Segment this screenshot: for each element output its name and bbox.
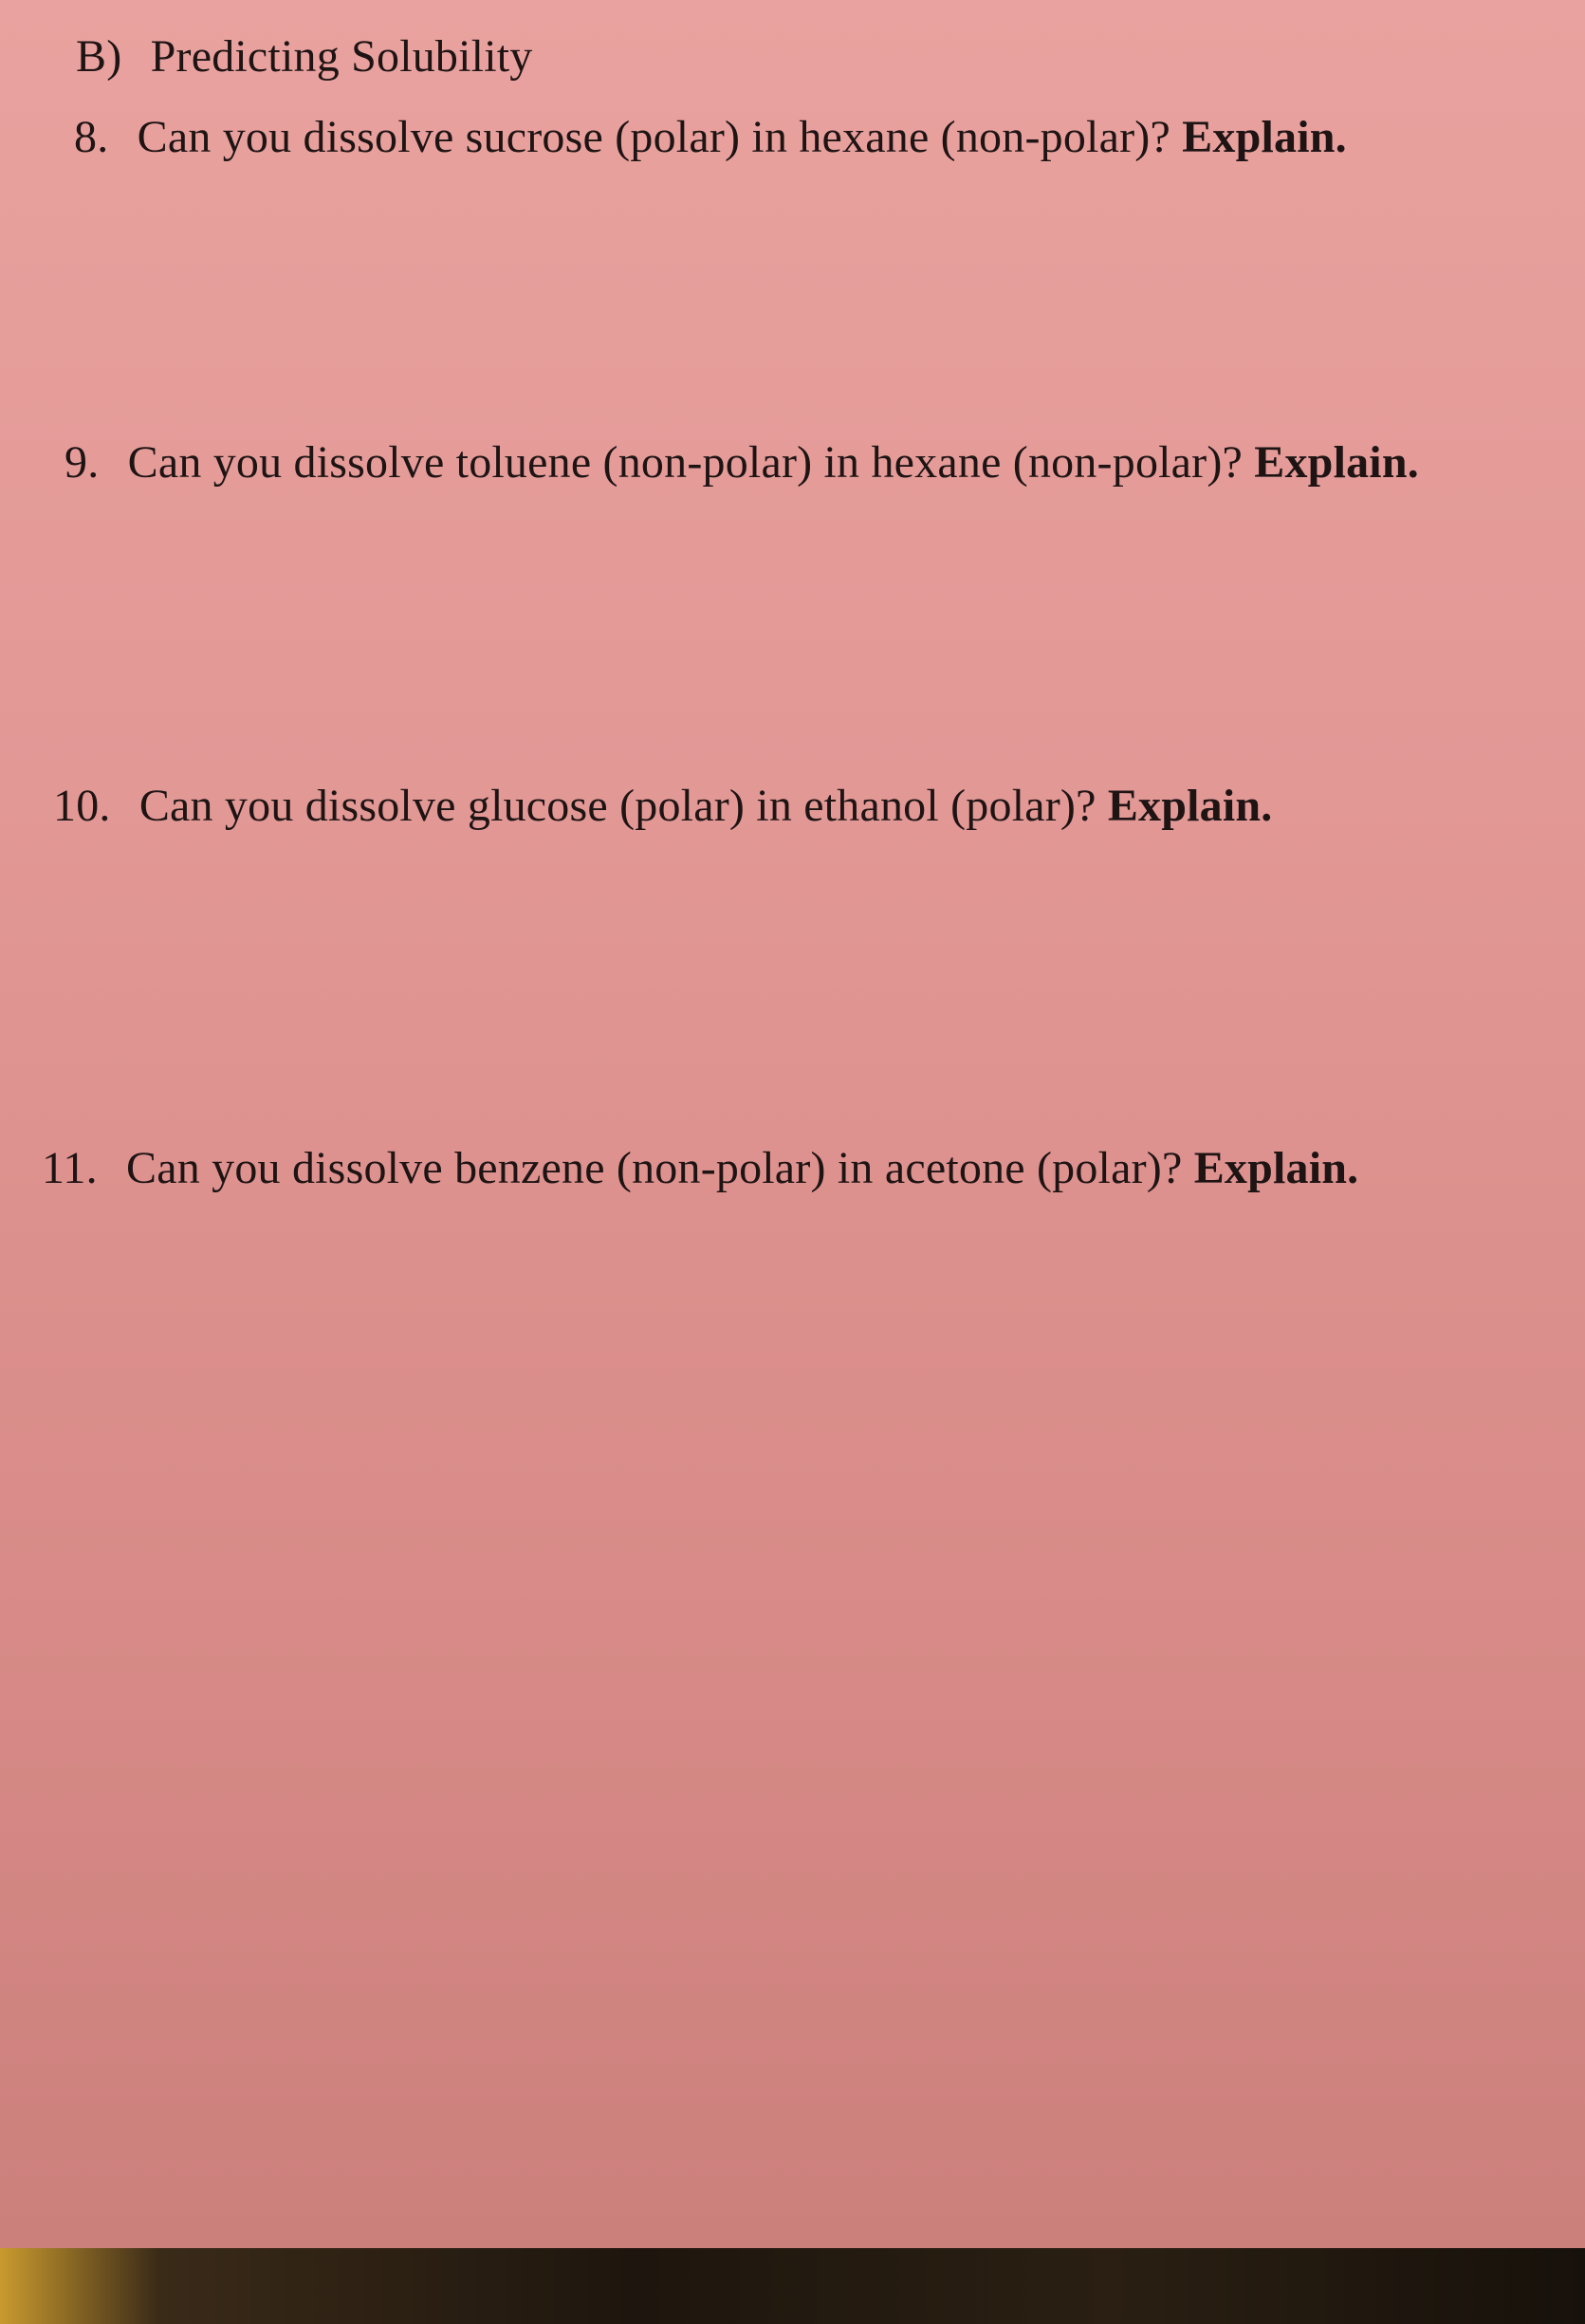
desk-surface: [0, 2248, 1585, 2324]
question-emphasis: Explain.: [1254, 437, 1419, 488]
question-text: Can you dissolve glucose (polar) in ethanol (polar)?: [138, 781, 1097, 831]
question-number: 9.: [65, 437, 100, 488]
question-number: 8.: [74, 112, 109, 162]
question-number: 11.: [42, 1143, 98, 1193]
question-emphasis: Explain.: [1193, 1143, 1359, 1193]
section-label: B): [76, 31, 122, 82]
question-emphasis: Explain.: [1107, 781, 1273, 831]
question-item: [53, 778, 1273, 835]
section-title: Predicting Solubility: [150, 31, 533, 82]
question-text: Can you dissolve benzene (non-polar) in acetone (polar)?: [126, 1143, 1183, 1193]
question-item: [65, 434, 1419, 491]
question-item: [74, 109, 1347, 166]
question-text: Can you dissolve toluene (non-polar) in hexane (non-polar)?: [127, 437, 1244, 488]
question-emphasis: Explain.: [1182, 112, 1347, 162]
question-number: 10.: [53, 781, 111, 831]
question-text: Can you dissolve sucrose (polar) in hexane (non-polar)?: [137, 112, 1170, 162]
section-heading: [76, 28, 532, 85]
question-item: [42, 1140, 1358, 1197]
